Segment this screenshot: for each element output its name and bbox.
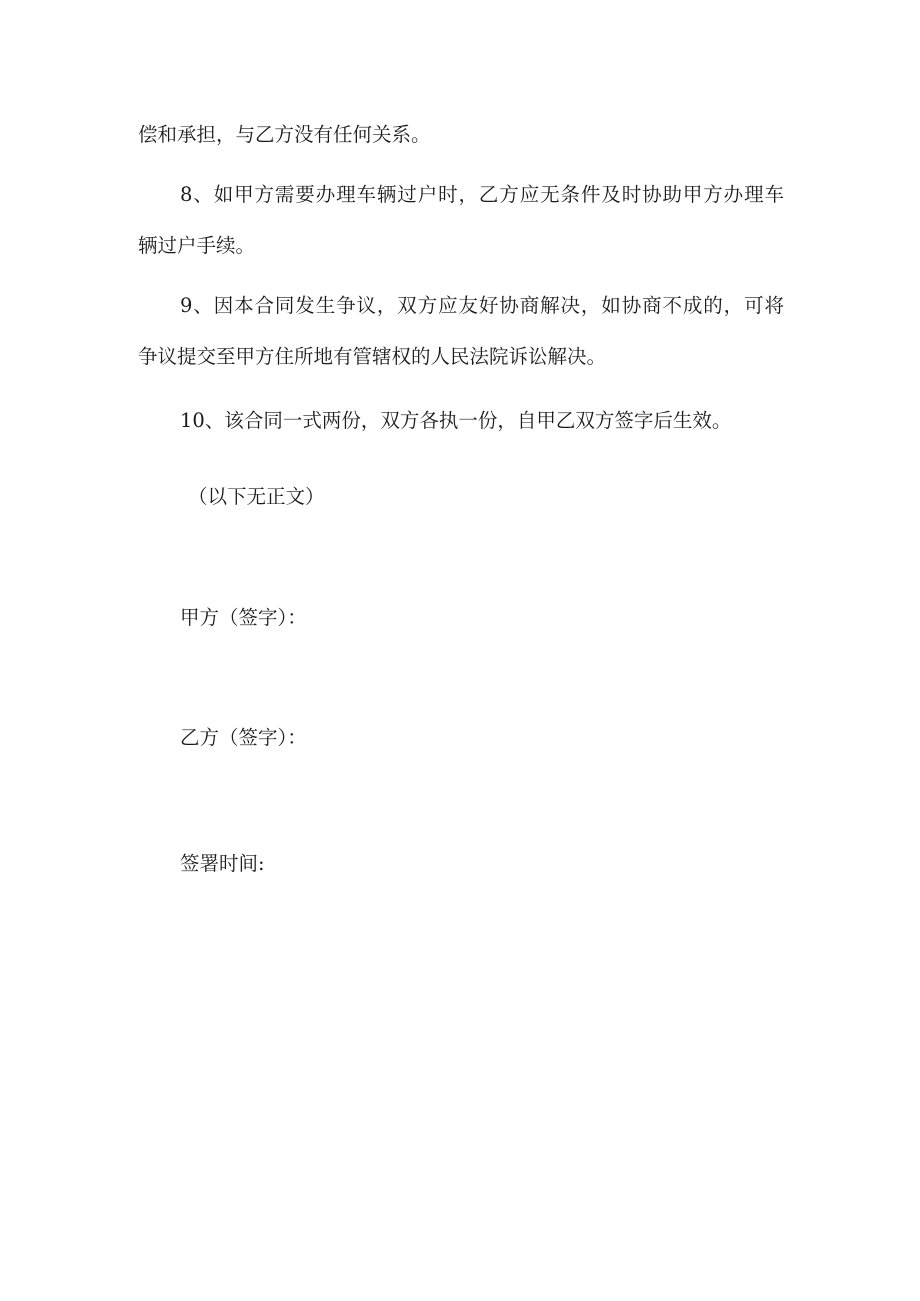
clause-9-line-2: 争议提交至甲方住所地有管辖权的人民法院诉讼解决。 (138, 345, 607, 368)
signing-date-label: 签署时间: (180, 852, 265, 875)
clause-9-line-1: 9、因本合同发生争议，双方应友好协商解决，如协商不成的，可将 (180, 294, 784, 317)
paragraph-continuation-line: 偿和承担，与乙方没有任何关系。 (138, 123, 431, 146)
party-b-signature-label: 乙方（签字）： (180, 726, 307, 749)
clause-8-line-2: 辆过户手续。 (138, 234, 256, 257)
clause-8-line-1: 8、如甲方需要办理车辆过户时，乙方应无条件及时协助甲方办理车 (180, 183, 784, 206)
end-of-text-note: （以下无正文） (188, 485, 325, 508)
party-a-signature-label: 甲方（签字）： (180, 606, 307, 629)
clause-10-line-1: 10、该合同一式两份，双方各执一份，自甲乙双方签字后生效。 (180, 409, 732, 432)
